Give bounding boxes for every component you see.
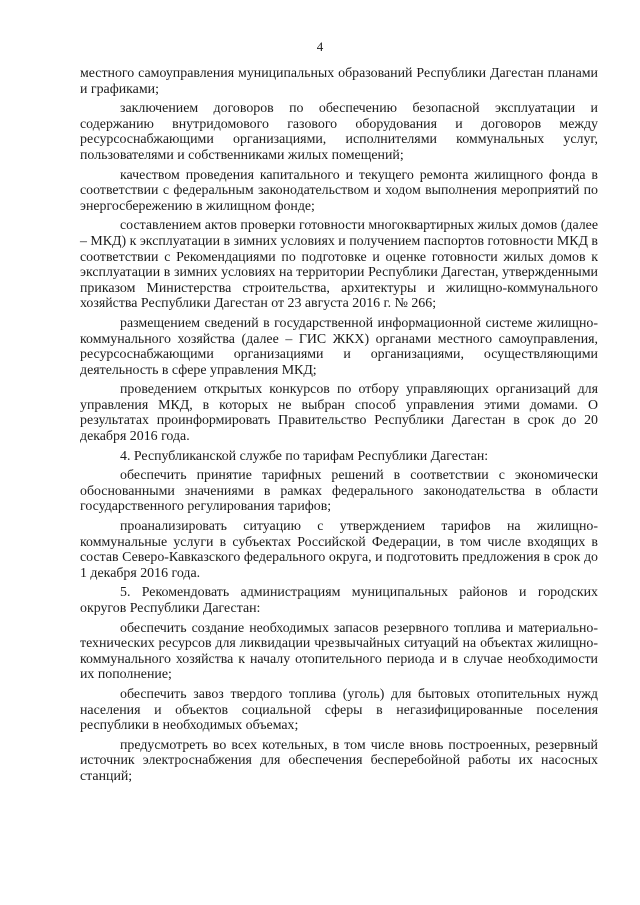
paragraph: проведением открытых конкурсов по отбору управляющих организаций для управления МКД, в которых не выбран способ управления этими домами. О результатах проинформировать Правительство Республики Дагестан в срок до 20 декабря 2016 года. — [80, 382, 598, 445]
paragraph: местного самоуправления муниципальных образований Республики Дагестан планами и графиками; — [80, 66, 598, 97]
paragraph: обеспечить завоз твердого топлива (уголь) для бытовых отопительных нужд населения и объектов социальной сферы в негазифицированные поселения республики в необходимых объемах; — [80, 686, 598, 734]
paragraph: обеспечить создание необходимых запасов резервного топлива и материально-технических ресурсов для ликвидации чрезвычайных ситуаций на объектах жилищно-коммунального хозяйства к началу отопительного периода и в случае необходимости их пополнение; — [80, 620, 598, 683]
paragraph: предусмотреть во всех котельных, в том числе вновь построенных, резервный источник электроснабжения для обеспечения бесперебойной работы их насосных станций; — [80, 737, 598, 784]
paragraph: 5. Рекомендовать администрациям муниципальных районов и городских округов Республики Дагестан: — [80, 585, 598, 616]
paragraph: размещением сведений в государственной информационной системе жилищно-коммунального хозяйства (далее – ГИС ЖКХ) органами местного самоуправления, ресурсоснабжающими организациями и организациями, осуществляющими деятельность в сфере управления МКД; — [80, 315, 598, 378]
paragraph: 4. Республиканской службе по тарифам Республики Дагестан: — [120, 448, 489, 464]
paragraph: проанализировать ситуацию с утверждением тарифов на жилищно-коммунальные услуги в субъектах Российской Федерации, в том числе входящих в состав Северо-Кавказского федерального округа, и подготовить предложения в срок до 1 декабря 2016 года. — [80, 519, 598, 581]
paragraph: качеством проведения капитального и текущего ремонта жилищного фонда в соответствии с федеральным законодательством и ходом выполнения мероприятий по энергосбережению в жилищном фонде; — [80, 167, 598, 214]
paragraph: заключением договоров по обеспечению безопасной эксплуатации и содержанию внутридомового газового оборудования и договоров между ресурсоснабжающими организациями, исполнителями коммунальных услуг, пользователями и собственниками жилых помещений; — [80, 101, 598, 163]
paragraph: составлением актов проверки готовности многоквартирных жилых домов (далее – МКД) к эксплуатации в зимних условиях и получением паспортов готовности МКД в соответствии с Рекомендациями по подготовке и оценке готовности жилых домов к эксплуатации в зимних условиях на территории Республики Дагестан, утвержденными приказом Министерства строительства, архитектуры и жилищно-коммунального хозяйства Республики Дагестан от 23 августа 2016 г. № 266; — [80, 218, 598, 312]
document-body — [80, 66, 598, 789]
paragraph: обеспечить принятие тарифных решений в соответствии с экономически обоснованными значениями в рамках федерального законодательства в области государственного регулирования тарифов; — [80, 468, 598, 515]
page-number: 4 — [316, 39, 324, 54]
